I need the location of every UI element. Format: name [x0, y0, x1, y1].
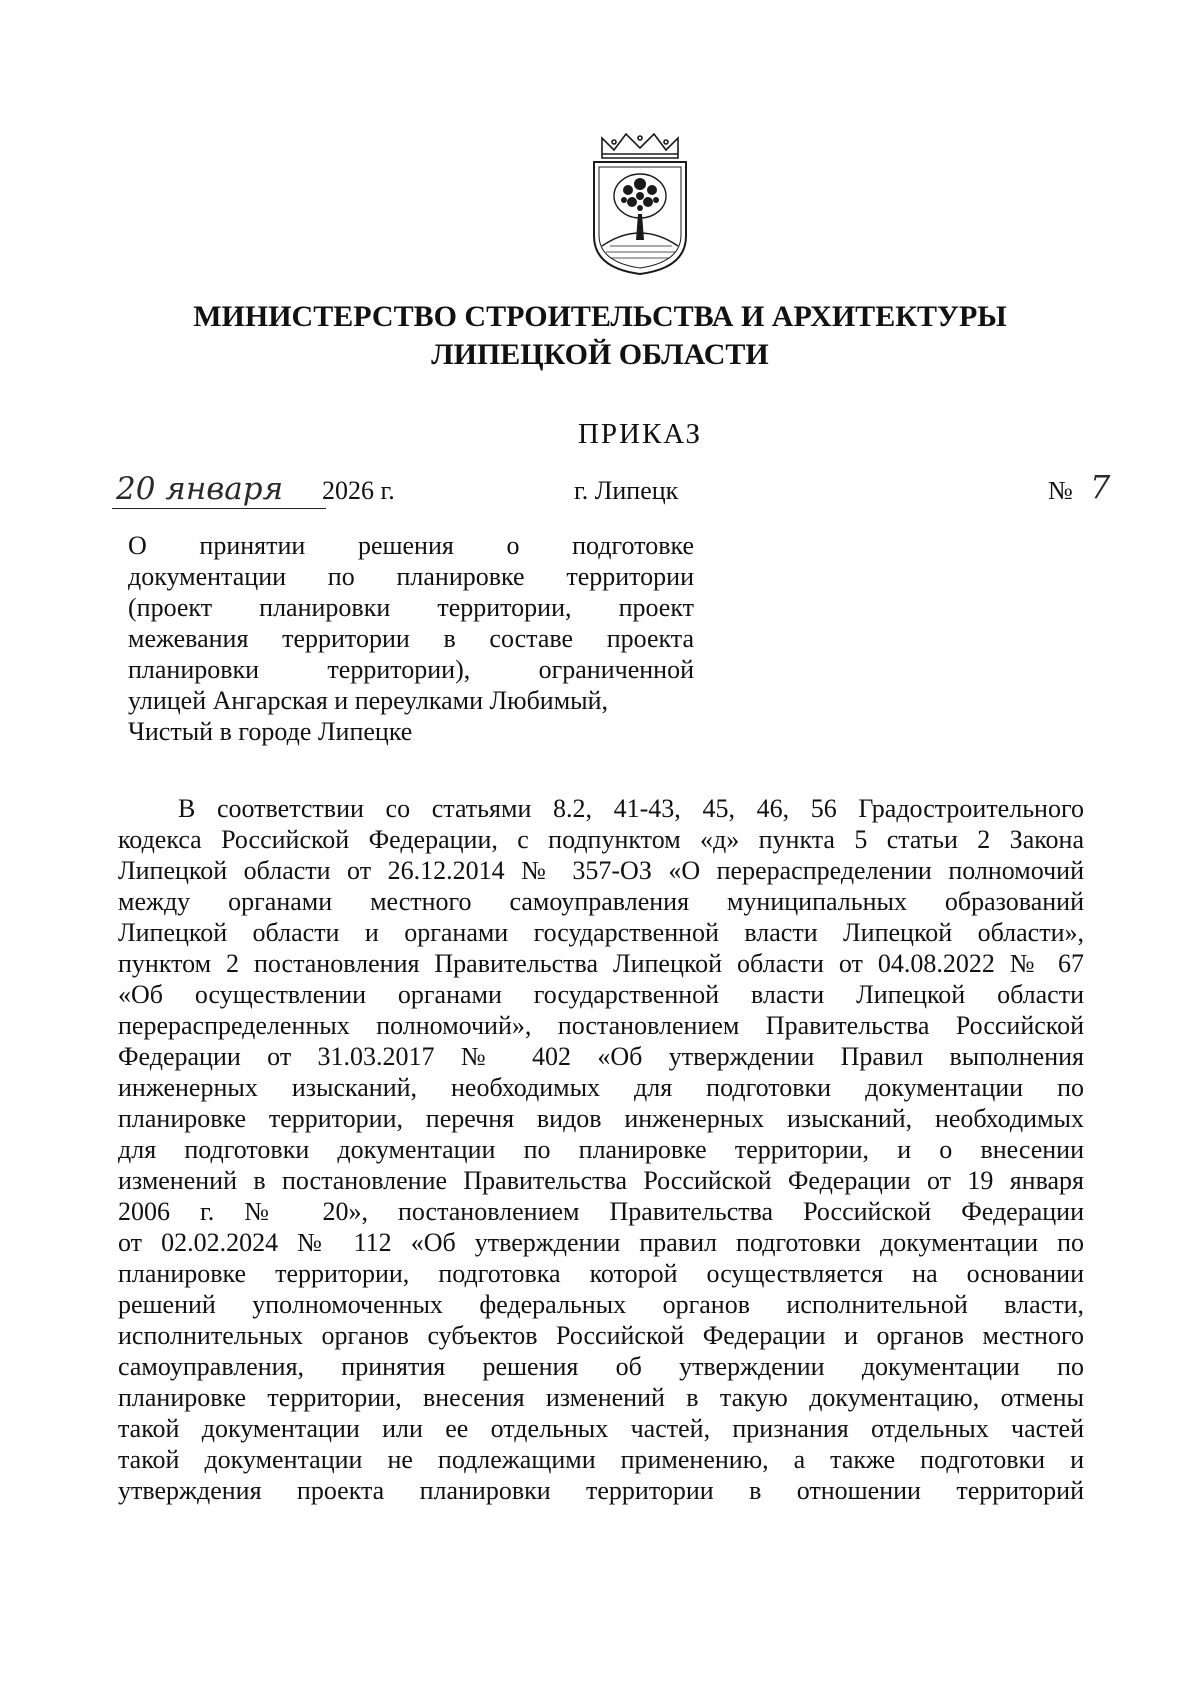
body-line: для подготовки документации по планировке территории, и о внесении	[118, 1135, 1084, 1164]
subject-line: улицей Ангарская и переулками Любимый,	[128, 686, 609, 715]
ministry-name	[160, 298, 1040, 374]
body-line: Липецкой области и органами государственной власти Липецкой области»,	[118, 918, 1084, 947]
body-line: изменений в постановление Правительства Российской Федерации от 19 января	[118, 1166, 1084, 1195]
body-line: планировке территории, подготовка которой осуществляется на основании	[118, 1259, 1084, 1288]
body-line: В соответствии со статьями 8.2, 41-43, 45, 46, 56 Градостроительного	[178, 794, 1084, 823]
body-line: планировке территории, перечня видов инженерных изысканий, необходимых	[118, 1104, 1084, 1133]
body-line: Федерации от 31.03.2017 № 402 «Об утверждении Правил выполнения	[118, 1042, 1084, 1071]
body-line: планировке территории, внесения изменений в такую документацию, отмены	[118, 1383, 1084, 1412]
body-line: самоуправления, принятия решения об утверждении документации по	[118, 1352, 1084, 1381]
body-line: решений уполномоченных федеральных органов исполнительной власти,	[118, 1290, 1084, 1319]
number-label: №	[1048, 476, 1073, 505]
date-number-line	[0, 470, 1200, 520]
handwritten-number: 7	[1090, 468, 1111, 506]
body-line: перераспределенных полномочий», постановлением Правительства Российской	[118, 1011, 1084, 1040]
body-line: пунктом 2 постановления Правительства Липецкой области от 04.08.2022 № 67	[118, 949, 1084, 978]
coat-of-arms-icon	[580, 128, 700, 278]
body-line: 2006 г. № 20», постановлением Правительства Российской Федерации	[118, 1197, 1084, 1226]
body-line: между органами местного самоуправления муниципальных образований	[118, 887, 1084, 916]
ministry-line-2: ЛИПЕЦКОЙ ОБЛАСТИ	[431, 338, 769, 371]
body-line: такой документации не подлежащими применению, а также подготовки и	[118, 1445, 1084, 1474]
city: г. Липецк	[574, 476, 679, 505]
order-title: ПРИКАЗ	[577, 418, 703, 450]
body-line: «Об осуществлении органами государственной власти Липецкой области	[118, 980, 1084, 1009]
body-line: инженерных изысканий, необходимых для подготовки документации по	[118, 1073, 1084, 1102]
subject-line: О принятии решения о подготовке	[128, 531, 694, 560]
subject-line: (проект планировки территории, проект	[128, 593, 694, 622]
ministry-line-1: МИНИСТЕРСТВО СТРОИТЕЛЬСТВА И АРХИТЕКТУРЫ	[193, 300, 1007, 333]
order-body-text	[118, 793, 1084, 1506]
body-line: кодекса Российской Федерации, с подпунктом «д» пункта 5 статьи 2 Закона	[118, 825, 1084, 854]
date-year: 2026 г.	[322, 476, 395, 505]
order-subject	[128, 530, 694, 747]
body-line: Липецкой области от 26.12.2014 № 357-ОЗ «О перераспределении полномочий	[118, 856, 1084, 885]
body-line: от 02.02.2024 № 112 «Об утверждении правил подготовки документации по	[118, 1228, 1084, 1257]
body-line: такой документации или ее отдельных частей, признания отдельных частей	[118, 1414, 1084, 1443]
subject-line: Чистый в городе Липецке	[128, 717, 413, 746]
subject-line: межевания территории в составе проекта	[128, 624, 694, 653]
body-line: исполнительных органов субъектов Российской Федерации и органов местного	[118, 1321, 1084, 1350]
subject-line: планировки территории), ограниченной	[128, 655, 694, 684]
handwritten-date: 20 января	[112, 470, 326, 509]
body-line: утверждения проекта планировки территории в отношении территорий	[118, 1476, 1084, 1505]
subject-line: документации по планировке территории	[128, 562, 694, 591]
